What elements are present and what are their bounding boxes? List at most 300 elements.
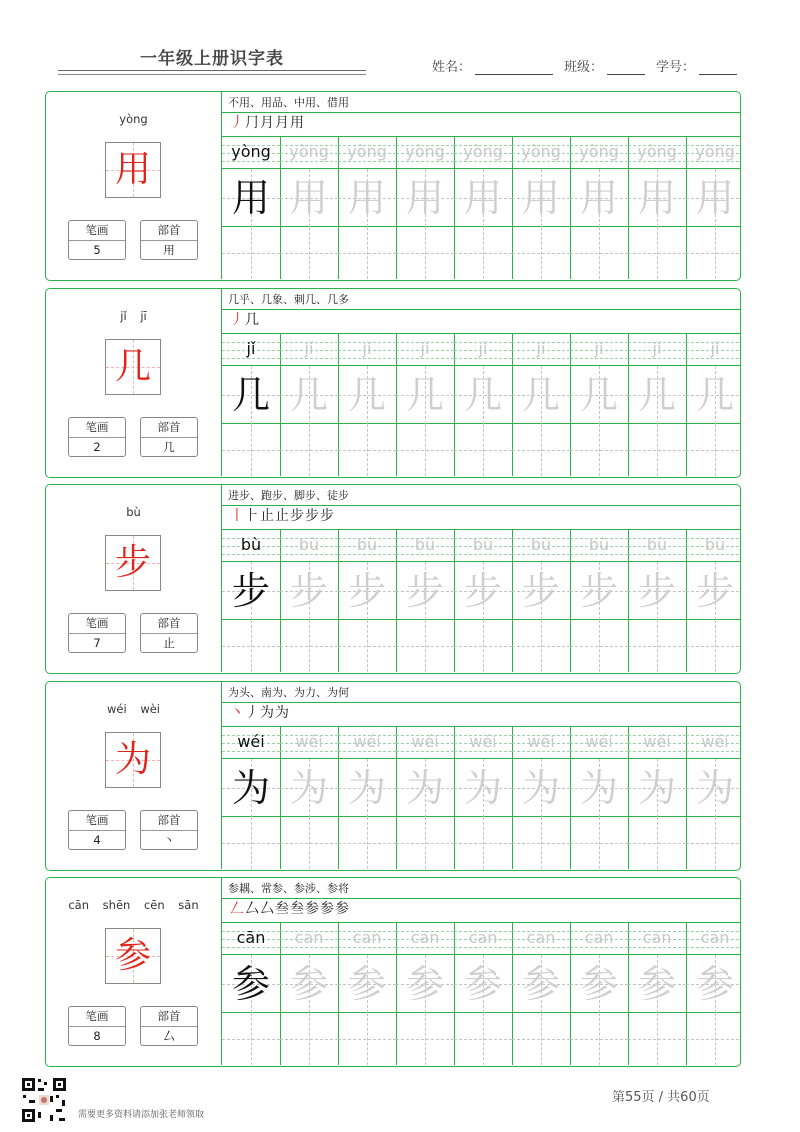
practice-character: 步 [637,569,676,613]
pinyin-guide-line [280,358,338,359]
pinyin-trace[interactable] [570,923,628,955]
character-trace[interactable] [338,169,396,227]
title-underline [58,70,366,71]
practice-character: 几 [231,372,270,417]
radical-box [140,417,198,457]
guide-line [599,227,600,279]
stroke-order [230,506,335,526]
stroke-step: 参 [320,901,335,917]
guide-line [541,227,542,279]
character-trace[interactable] [396,562,454,620]
character-trace[interactable] [512,169,570,227]
pinyin-guide-line [686,947,741,948]
guide-line [715,227,716,279]
character-card [45,91,741,281]
writing-cell[interactable] [454,1013,512,1065]
practice-character: 步 [695,569,734,613]
pinyin-trace[interactable] [396,923,454,955]
pinyin-trace[interactable] [338,137,396,169]
writing-cell[interactable] [338,620,396,672]
writing-cell[interactable] [396,817,454,869]
pinyin-text: cān [468,928,498,947]
character-trace[interactable] [454,562,512,620]
character-trace[interactable] [628,169,686,227]
pinyin-model[interactable] [222,923,280,955]
pinyin-text: wéi [353,731,381,751]
practice-character: 几 [637,372,676,417]
writing-cell[interactable] [222,1013,280,1065]
writing-cell[interactable] [396,424,454,476]
pinyin-text: wéi [643,731,671,751]
writing-cell[interactable] [454,227,512,279]
character-trace[interactable] [512,366,570,424]
number-blank[interactable] [699,60,737,75]
example-words: 几乎、几象、刺几、几多 [228,292,349,306]
writing-cell[interactable] [686,227,741,279]
writing-cell[interactable] [338,1013,396,1065]
pinyin-model[interactable] [222,727,280,759]
character-trace[interactable] [512,562,570,620]
pinyin-trace[interactable] [396,334,454,366]
pinyin-text: wéi [469,731,497,751]
radical-label: 部首 [141,1007,197,1027]
pinyin-trace[interactable] [570,334,628,366]
pinyin-model[interactable] [222,334,280,366]
stroke-step: 厶 [245,901,260,917]
pinyin-guide-line [338,358,396,359]
pinyin-trace[interactable] [280,923,338,955]
writing-cell[interactable] [454,817,512,869]
practice-character: 几 [289,372,328,417]
stroke-step: 丨 [230,508,245,524]
writing-cell[interactable] [686,1013,741,1065]
pinyin-guide-line [222,358,280,359]
stroke-count-label: 笔画 [69,811,125,831]
character-trace[interactable] [338,562,396,620]
pinyin-guide-line [396,554,454,555]
pinyin-text: yòng [289,142,329,161]
character-box [105,339,161,395]
pinyin-trace[interactable] [628,923,686,955]
stroke-step: 步 [320,508,335,524]
pinyin-trace[interactable] [454,923,512,955]
radical-box [140,220,198,260]
character-card [45,877,741,1067]
pinyin-guide-line [454,751,512,752]
writing-cell[interactable] [512,227,570,279]
pinyin-trace[interactable] [512,530,570,562]
writing-cell[interactable] [338,817,396,869]
character-model[interactable] [222,562,280,620]
character-info-panel [46,682,222,869]
pinyin-trace[interactable] [628,530,686,562]
pinyin-guide-line [686,751,741,752]
character-trace[interactable] [512,759,570,817]
pinyin-guide-line [686,554,741,555]
pinyin-trace[interactable] [338,923,396,955]
guide-line [425,620,426,672]
writing-cell[interactable] [628,817,686,869]
writing-cell[interactable] [686,620,741,672]
pinyin-text: bù [240,535,262,554]
pinyin-trace[interactable] [396,137,454,169]
name-field[interactable] [432,56,553,75]
writing-cell[interactable] [396,227,454,279]
stroke-step: 步 [305,508,320,524]
stroke-step: 止 [260,508,275,524]
practice-panel [222,485,740,672]
radical-value: 厶 [163,1029,175,1043]
pinyin-text: bù [356,535,378,554]
radical-label: 部首 [141,418,197,438]
pinyin-guide-line [222,161,280,162]
character-trace[interactable] [280,955,338,1013]
pinyin-guide-line [628,161,686,162]
character-trace[interactable] [570,759,628,817]
writing-cell[interactable] [280,620,338,672]
character-trace[interactable] [396,366,454,424]
pinyin-trace[interactable] [280,334,338,366]
stroke-count-value: 4 [93,832,101,847]
pinyin-guide-line [628,554,686,555]
writing-cell[interactable] [628,424,686,476]
radical-label: 部首 [141,811,197,831]
character-trace[interactable] [338,759,396,817]
pinyin-text: wéi [411,731,439,751]
pinyin-trace[interactable] [396,727,454,759]
pinyin-trace[interactable] [686,727,741,759]
character-model[interactable] [222,759,280,817]
stroke-step: 厶 [260,901,275,917]
writing-cell[interactable] [222,817,280,869]
practice-character: 步 [521,569,560,613]
stroke-step: 𠃋 [230,901,245,917]
radical-box [140,810,198,850]
writing-cell[interactable] [570,1013,628,1065]
pinyin-text: yòng [637,142,677,161]
class-blank[interactable] [607,60,645,75]
character-trace[interactable] [454,169,512,227]
character-trace[interactable] [686,366,741,424]
radical-label: 部首 [141,614,197,634]
pinyin-text: jǐ [420,338,430,358]
pinyin-readings: wéi wèi [106,701,160,716]
stroke-step: ⺊ [245,508,260,524]
number-field[interactable] [656,56,737,75]
guide-line [251,1013,252,1065]
writing-cell[interactable] [396,1013,454,1065]
character-model[interactable] [222,169,280,227]
character-trace[interactable] [628,366,686,424]
practice-character: 参 [637,962,676,1006]
pinyin-guide-line [222,751,280,752]
character-trace[interactable] [396,169,454,227]
guide-line [425,1013,426,1065]
stroke-order [230,310,260,330]
example-words: 进步、跑步、脚步、徒步 [228,489,349,502]
writing-cell[interactable] [454,620,512,672]
pinyin-guide-line [222,947,280,948]
writing-cell[interactable] [396,620,454,672]
pinyin-text: jǐ [246,338,256,358]
writing-cell[interactable] [338,424,396,476]
character-trace[interactable] [338,955,396,1013]
pinyin-trace[interactable] [280,137,338,169]
pinyin-guide-line [512,161,570,162]
pinyin-guide-line [628,358,686,359]
pinyin-text: jǐ [594,338,604,358]
pinyin-text: yòng [695,142,735,161]
pinyin-trace[interactable] [628,334,686,366]
pinyin-readings: jǐ jī [120,308,147,323]
guide-line [367,817,368,869]
character-trace[interactable] [628,759,686,817]
pinyin-guide-line [396,161,454,162]
pinyin-model[interactable] [222,530,280,562]
guide-line [715,620,716,672]
pinyin-text: bù [588,535,610,554]
writing-cell[interactable] [280,424,338,476]
pinyin-model[interactable] [222,137,280,169]
pinyin-trace[interactable] [628,137,686,169]
pinyin-text: bù [472,535,494,554]
pinyin-trace[interactable] [570,530,628,562]
writing-cell[interactable] [222,424,280,476]
practice-character: 为 [289,765,328,810]
pinyin-guide-line [570,751,628,752]
writing-cell[interactable] [280,817,338,869]
writing-cell[interactable] [454,424,512,476]
pinyin-guide-line [280,161,338,162]
pinyin-trace[interactable] [454,727,512,759]
guide-line [251,424,252,476]
character-trace[interactable] [454,366,512,424]
stroke-step: 叁 [290,901,305,917]
stroke-count-label: 笔画 [69,221,125,241]
pinyin-trace[interactable] [686,137,741,169]
writing-cell[interactable] [512,1013,570,1065]
guide-line [309,620,310,672]
practice-character: 参 [463,962,502,1006]
pinyin-guide-line [454,358,512,359]
character-trace[interactable] [512,955,570,1013]
writing-cell[interactable] [222,620,280,672]
guide-line [367,620,368,672]
pinyin-trace[interactable] [454,137,512,169]
guide-line [483,1013,484,1065]
pinyin-text: cān [236,928,266,947]
guide-line [657,620,658,672]
main-character: 用 [114,149,151,190]
pinyin-trace[interactable] [280,530,338,562]
character-card [45,484,741,674]
pinyin-text: cān [526,928,556,947]
practice-character: 几 [463,372,502,417]
stroke-count-label: 笔画 [69,418,125,438]
character-trace[interactable] [570,562,628,620]
practice-character: 参 [289,962,328,1006]
pinyin-trace[interactable] [338,334,396,366]
practice-character: 用 [521,176,560,220]
practice-character: 几 [695,372,734,417]
pinyin-trace[interactable] [686,923,741,955]
stroke-count-label: 笔画 [69,614,125,634]
practice-character: 参 [231,962,270,1006]
practice-panel [222,92,740,279]
practice-character: 参 [405,962,444,1006]
character-trace[interactable] [570,169,628,227]
radical-box [140,613,198,653]
guide-line [367,227,368,279]
guide-line [309,424,310,476]
guide-line [541,817,542,869]
practice-character: 用 [231,176,270,220]
writing-cell[interactable] [512,620,570,672]
guide-line [686,450,741,451]
practice-character: 几 [347,372,386,417]
pinyin-guide-line [338,947,396,948]
pinyin-guide-line [280,554,338,555]
pinyin-text: jǐ [478,338,488,358]
stroke-count-box [68,810,126,850]
pinyin-guide-line [222,554,280,555]
stroke-order [230,899,350,919]
pinyin-text: cān [410,928,440,947]
guide-line [715,1013,716,1065]
character-trace[interactable] [338,366,396,424]
practice-character: 步 [463,569,502,613]
practice-character: 步 [231,569,270,613]
pinyin-trace[interactable] [454,530,512,562]
name-blank[interactable] [475,60,553,75]
pinyin-text: wéi [237,731,265,751]
guide-line [483,227,484,279]
writing-cell[interactable] [338,227,396,279]
pinyin-text: cān [294,928,324,947]
stroke-count-box [68,613,126,653]
pinyin-trace[interactable] [512,137,570,169]
pinyin-trace[interactable] [512,727,570,759]
pinyin-trace[interactable] [686,530,741,562]
pinyin-trace[interactable] [454,334,512,366]
writing-cell[interactable] [686,817,741,869]
pinyin-trace[interactable] [280,727,338,759]
character-trace[interactable] [280,562,338,620]
stroke-step: 步 [290,508,305,524]
character-model[interactable] [222,366,280,424]
writing-cell[interactable] [222,227,280,279]
pinyin-guide-line [570,947,628,948]
character-trace[interactable] [280,366,338,424]
writing-cell[interactable] [628,620,686,672]
character-trace[interactable] [396,759,454,817]
practice-character: 步 [579,569,618,613]
pinyin-guide-line [512,947,570,948]
pinyin-text: bù [646,535,668,554]
writing-cell[interactable] [628,227,686,279]
pinyin-trace[interactable] [512,334,570,366]
practice-character: 步 [405,569,444,613]
pinyin-trace[interactable] [396,530,454,562]
practice-character: 参 [347,962,386,1006]
character-trace[interactable] [686,759,741,817]
writing-cell[interactable] [570,227,628,279]
character-trace[interactable] [570,366,628,424]
pinyin-trace[interactable] [338,727,396,759]
pinyin-trace[interactable] [512,923,570,955]
name-label: 姓名： [432,60,472,75]
pinyin-guide-line [570,554,628,555]
pinyin-trace[interactable] [628,727,686,759]
guide-line [425,424,426,476]
writing-cell[interactable] [628,1013,686,1065]
stroke-step: 参 [335,901,350,917]
guide-line [541,1013,542,1065]
character-trace[interactable] [396,955,454,1013]
pinyin-text: cān [642,928,672,947]
character-box [105,142,161,198]
pinyin-text: yòng [521,142,561,161]
character-trace[interactable] [686,169,741,227]
character-trace[interactable] [280,169,338,227]
main-character: 几 [114,345,151,387]
character-info-panel [46,92,222,279]
radical-value: 几 [163,439,175,454]
character-trace[interactable] [628,955,686,1013]
character-trace[interactable] [686,562,741,620]
stroke-step: 丿 [245,704,260,721]
pinyin-trace[interactable] [570,137,628,169]
character-trace[interactable] [454,759,512,817]
writing-cell[interactable] [570,620,628,672]
pinyin-guide-line [570,358,628,359]
pinyin-guide-line [454,161,512,162]
practice-character: 参 [521,962,560,1006]
character-box [105,535,161,591]
pinyin-trace[interactable] [570,727,628,759]
character-trace[interactable] [454,955,512,1013]
writing-cell[interactable] [570,817,628,869]
character-trace[interactable] [628,562,686,620]
character-model[interactable] [222,955,280,1013]
pinyin-trace[interactable] [338,530,396,562]
writing-cell[interactable] [280,1013,338,1065]
pinyin-text: jǐ [362,338,372,358]
writing-cell[interactable] [570,424,628,476]
character-trace[interactable] [570,955,628,1013]
character-card [45,288,741,478]
pinyin-text: cān [700,928,730,947]
guide-line [599,1013,600,1065]
class-field[interactable] [564,56,645,75]
practice-character: 步 [347,569,386,613]
writing-cell[interactable] [686,424,741,476]
guide-line [541,424,542,476]
writing-cell[interactable] [512,424,570,476]
pinyin-text: yòng [347,142,387,161]
writing-cell[interactable] [512,817,570,869]
pinyin-guide-line [628,751,686,752]
character-trace[interactable] [686,955,741,1013]
character-trace[interactable] [280,759,338,817]
guide-line [367,1013,368,1065]
guide-line [251,817,252,869]
writing-cell[interactable] [280,227,338,279]
pinyin-trace[interactable] [686,334,741,366]
character-info-panel [46,485,222,672]
guide-line [425,817,426,869]
radical-value: 丶 [163,832,175,847]
